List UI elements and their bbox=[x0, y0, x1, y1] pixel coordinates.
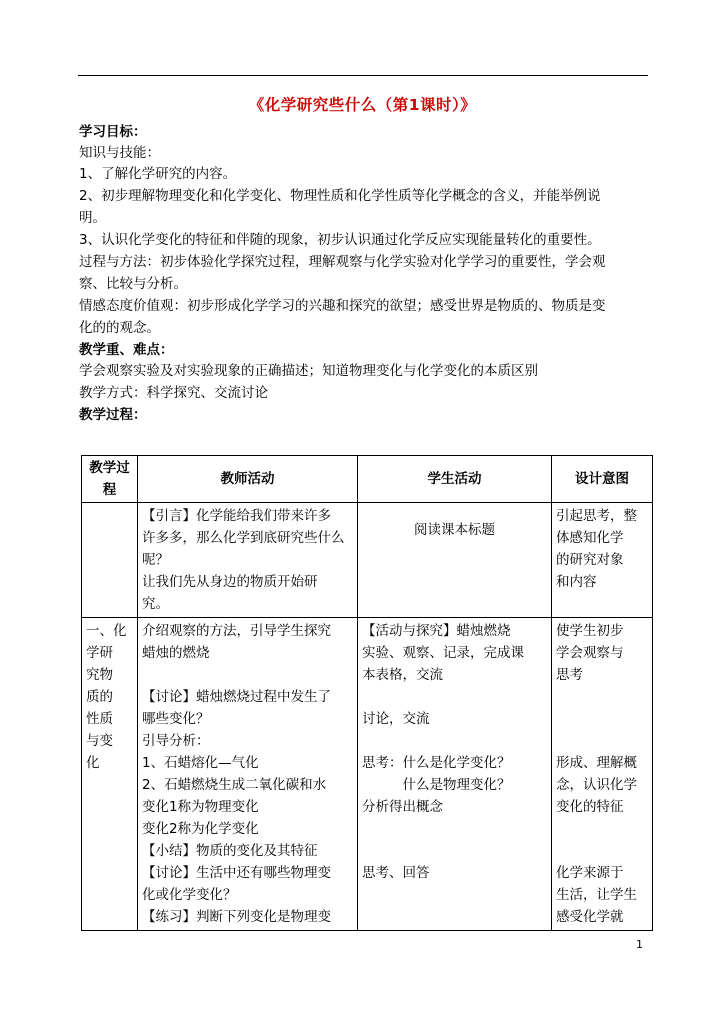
cell-line: 变化2称为化学变化 bbox=[142, 821, 259, 837]
header-rule bbox=[78, 75, 648, 76]
cell-student bbox=[358, 618, 552, 931]
cell-line: 质的 bbox=[86, 689, 113, 705]
text-line: 情感态度价值观：初步形成化学学习的兴趣和探究的欲望；感受世界是物质的、物质是变 bbox=[79, 298, 606, 314]
text-line: 2、初步理解物理变化和化学变化、物理性质和化学性质等化学概念的含义，并能举例说 bbox=[79, 188, 601, 204]
cell-line: 讨论，交流 bbox=[362, 711, 430, 727]
cell-line: 一、化 bbox=[86, 623, 127, 639]
cell-line: 引导分析： bbox=[142, 733, 210, 749]
cell-line: 本表格，交流 bbox=[362, 667, 443, 683]
cell-line: 感受化学就 bbox=[556, 909, 624, 925]
table-header-row bbox=[82, 456, 653, 503]
cell-line: 蜡烛的燃烧 bbox=[142, 645, 210, 661]
cell-line: 形成、理解概 bbox=[556, 755, 637, 771]
cell-line: 【小结】物质的变化及其特征 bbox=[142, 843, 318, 859]
cell-line: 的研究对象 bbox=[556, 552, 624, 568]
cell-line: 什么是物理变化？ bbox=[362, 777, 511, 793]
text-line: 察、比较与分析。 bbox=[79, 276, 187, 292]
cell-teacher bbox=[138, 503, 358, 618]
cell-line: 生活，让学生 bbox=[556, 887, 637, 903]
cell-line: 哪些变化？ bbox=[142, 711, 210, 727]
table-row bbox=[82, 618, 653, 931]
cell-line: 【讨论】蜡烛燃烧过程中发生了 bbox=[142, 689, 331, 705]
lesson-table bbox=[81, 455, 653, 931]
cell-process bbox=[82, 618, 138, 931]
text-line: 过程与方法：初步体验化学探究过程，理解观察与化学实验对化学学习的重要性，学会观 bbox=[79, 254, 606, 270]
header-student: 学生活动 bbox=[358, 456, 552, 503]
lesson-title: 《化学研究些什么（第1课时）》 bbox=[248, 96, 477, 114]
cell-line: 变化1称为物理变化 bbox=[142, 799, 259, 815]
cell-student bbox=[358, 503, 552, 618]
cell-line bbox=[362, 686, 547, 708]
cell-line: 究物 bbox=[86, 667, 113, 683]
cell-line: 2、石蜡燃烧生成二氧化碳和水 bbox=[142, 777, 327, 793]
page-number: 1 bbox=[636, 938, 643, 951]
cell-line bbox=[556, 730, 648, 752]
cell-line: 阅读课本标题 bbox=[414, 522, 495, 538]
text-line: 3、认识化学变化的特征和伴随的现象，初步认识通过化学反应实现能量转化的重要性。 bbox=[79, 232, 601, 248]
cell-line bbox=[362, 884, 547, 906]
cell-line: 变化的特征 bbox=[556, 799, 624, 815]
header-teacher: 教师活动 bbox=[138, 456, 358, 503]
cell-line: 学研 bbox=[86, 645, 113, 661]
cell-line: 【活动与探究】蜡烛燃烧 bbox=[362, 623, 511, 639]
cell-line: 思考、回答 bbox=[362, 865, 430, 881]
table-row bbox=[82, 503, 653, 618]
cell-line: 化 bbox=[86, 755, 100, 771]
heading-process: 教学过程： bbox=[79, 407, 147, 423]
text-line: 化的的观念。 bbox=[79, 320, 160, 336]
cell-line bbox=[556, 686, 648, 708]
cell-line: 许多多，那么化学到底研究些什么 bbox=[142, 530, 345, 546]
heading-objectives: 学习目标： bbox=[79, 124, 147, 140]
cell-line: 念，认识化学 bbox=[556, 777, 637, 793]
cell-line: 体感知化学 bbox=[556, 530, 624, 546]
cell-line: 与变 bbox=[86, 733, 113, 749]
cell-line: 分析得出概念 bbox=[362, 799, 443, 815]
text-line: 教学方式：科学探究、交流讨论 bbox=[79, 385, 268, 401]
cell-line bbox=[142, 664, 353, 686]
header-process: 教学过程 bbox=[82, 456, 138, 503]
cell-line: 性质 bbox=[86, 711, 113, 727]
header-intent: 设计意图 bbox=[552, 456, 653, 503]
cell-line: 化学来源于 bbox=[556, 865, 624, 881]
cell-line bbox=[556, 818, 648, 840]
text-line: 知识与技能： bbox=[79, 145, 160, 161]
cell-teacher bbox=[138, 618, 358, 931]
cell-line: 究。 bbox=[142, 596, 169, 612]
cell-line: 思考 bbox=[556, 667, 583, 683]
cell-line bbox=[362, 818, 547, 840]
cell-line: 和内容 bbox=[556, 574, 597, 590]
cell-line bbox=[362, 906, 547, 928]
cell-line: 1、石蜡熔化—气化 bbox=[142, 755, 259, 771]
cell-line: 【讨论】生活中还有哪些物理变 bbox=[142, 865, 331, 881]
cell-line bbox=[362, 840, 547, 862]
cell-line: 【练习】判断下列变化是物理变 bbox=[142, 909, 331, 925]
cell-line: 实验、观察、记录，完成课 bbox=[362, 645, 524, 661]
cell-line: 思考：什么是化学变化？ bbox=[362, 755, 511, 771]
cell-line bbox=[556, 708, 648, 730]
text-line: 1、了解化学研究的内容。 bbox=[79, 166, 237, 182]
cell-line bbox=[556, 840, 648, 862]
cell-line: 【引言】化学能给我们带来许多 bbox=[142, 508, 331, 524]
cell-intent bbox=[552, 618, 653, 931]
cell-line: 化或化学变化？ bbox=[142, 887, 237, 903]
text-line: 学会观察实验及对实验现象的正确描述；知道物理变化与化学变化的本质区别 bbox=[79, 363, 538, 379]
cell-line bbox=[362, 730, 547, 752]
cell-line: 学会观察与 bbox=[556, 645, 624, 661]
cell-line: 介绍观察的方法，引导学生探究 bbox=[142, 623, 331, 639]
cell-process bbox=[82, 503, 138, 618]
cell-intent bbox=[552, 503, 653, 618]
cell-line: 使学生初步 bbox=[556, 623, 624, 639]
cell-line: 引起思考，整 bbox=[556, 508, 637, 524]
heading-key-points: 教学重、难点： bbox=[79, 342, 174, 358]
text-line: 明。 bbox=[79, 210, 106, 226]
cell-line: 呢？ bbox=[142, 552, 169, 568]
cell-line: 让我们先从身边的物质开始研 bbox=[142, 574, 318, 590]
